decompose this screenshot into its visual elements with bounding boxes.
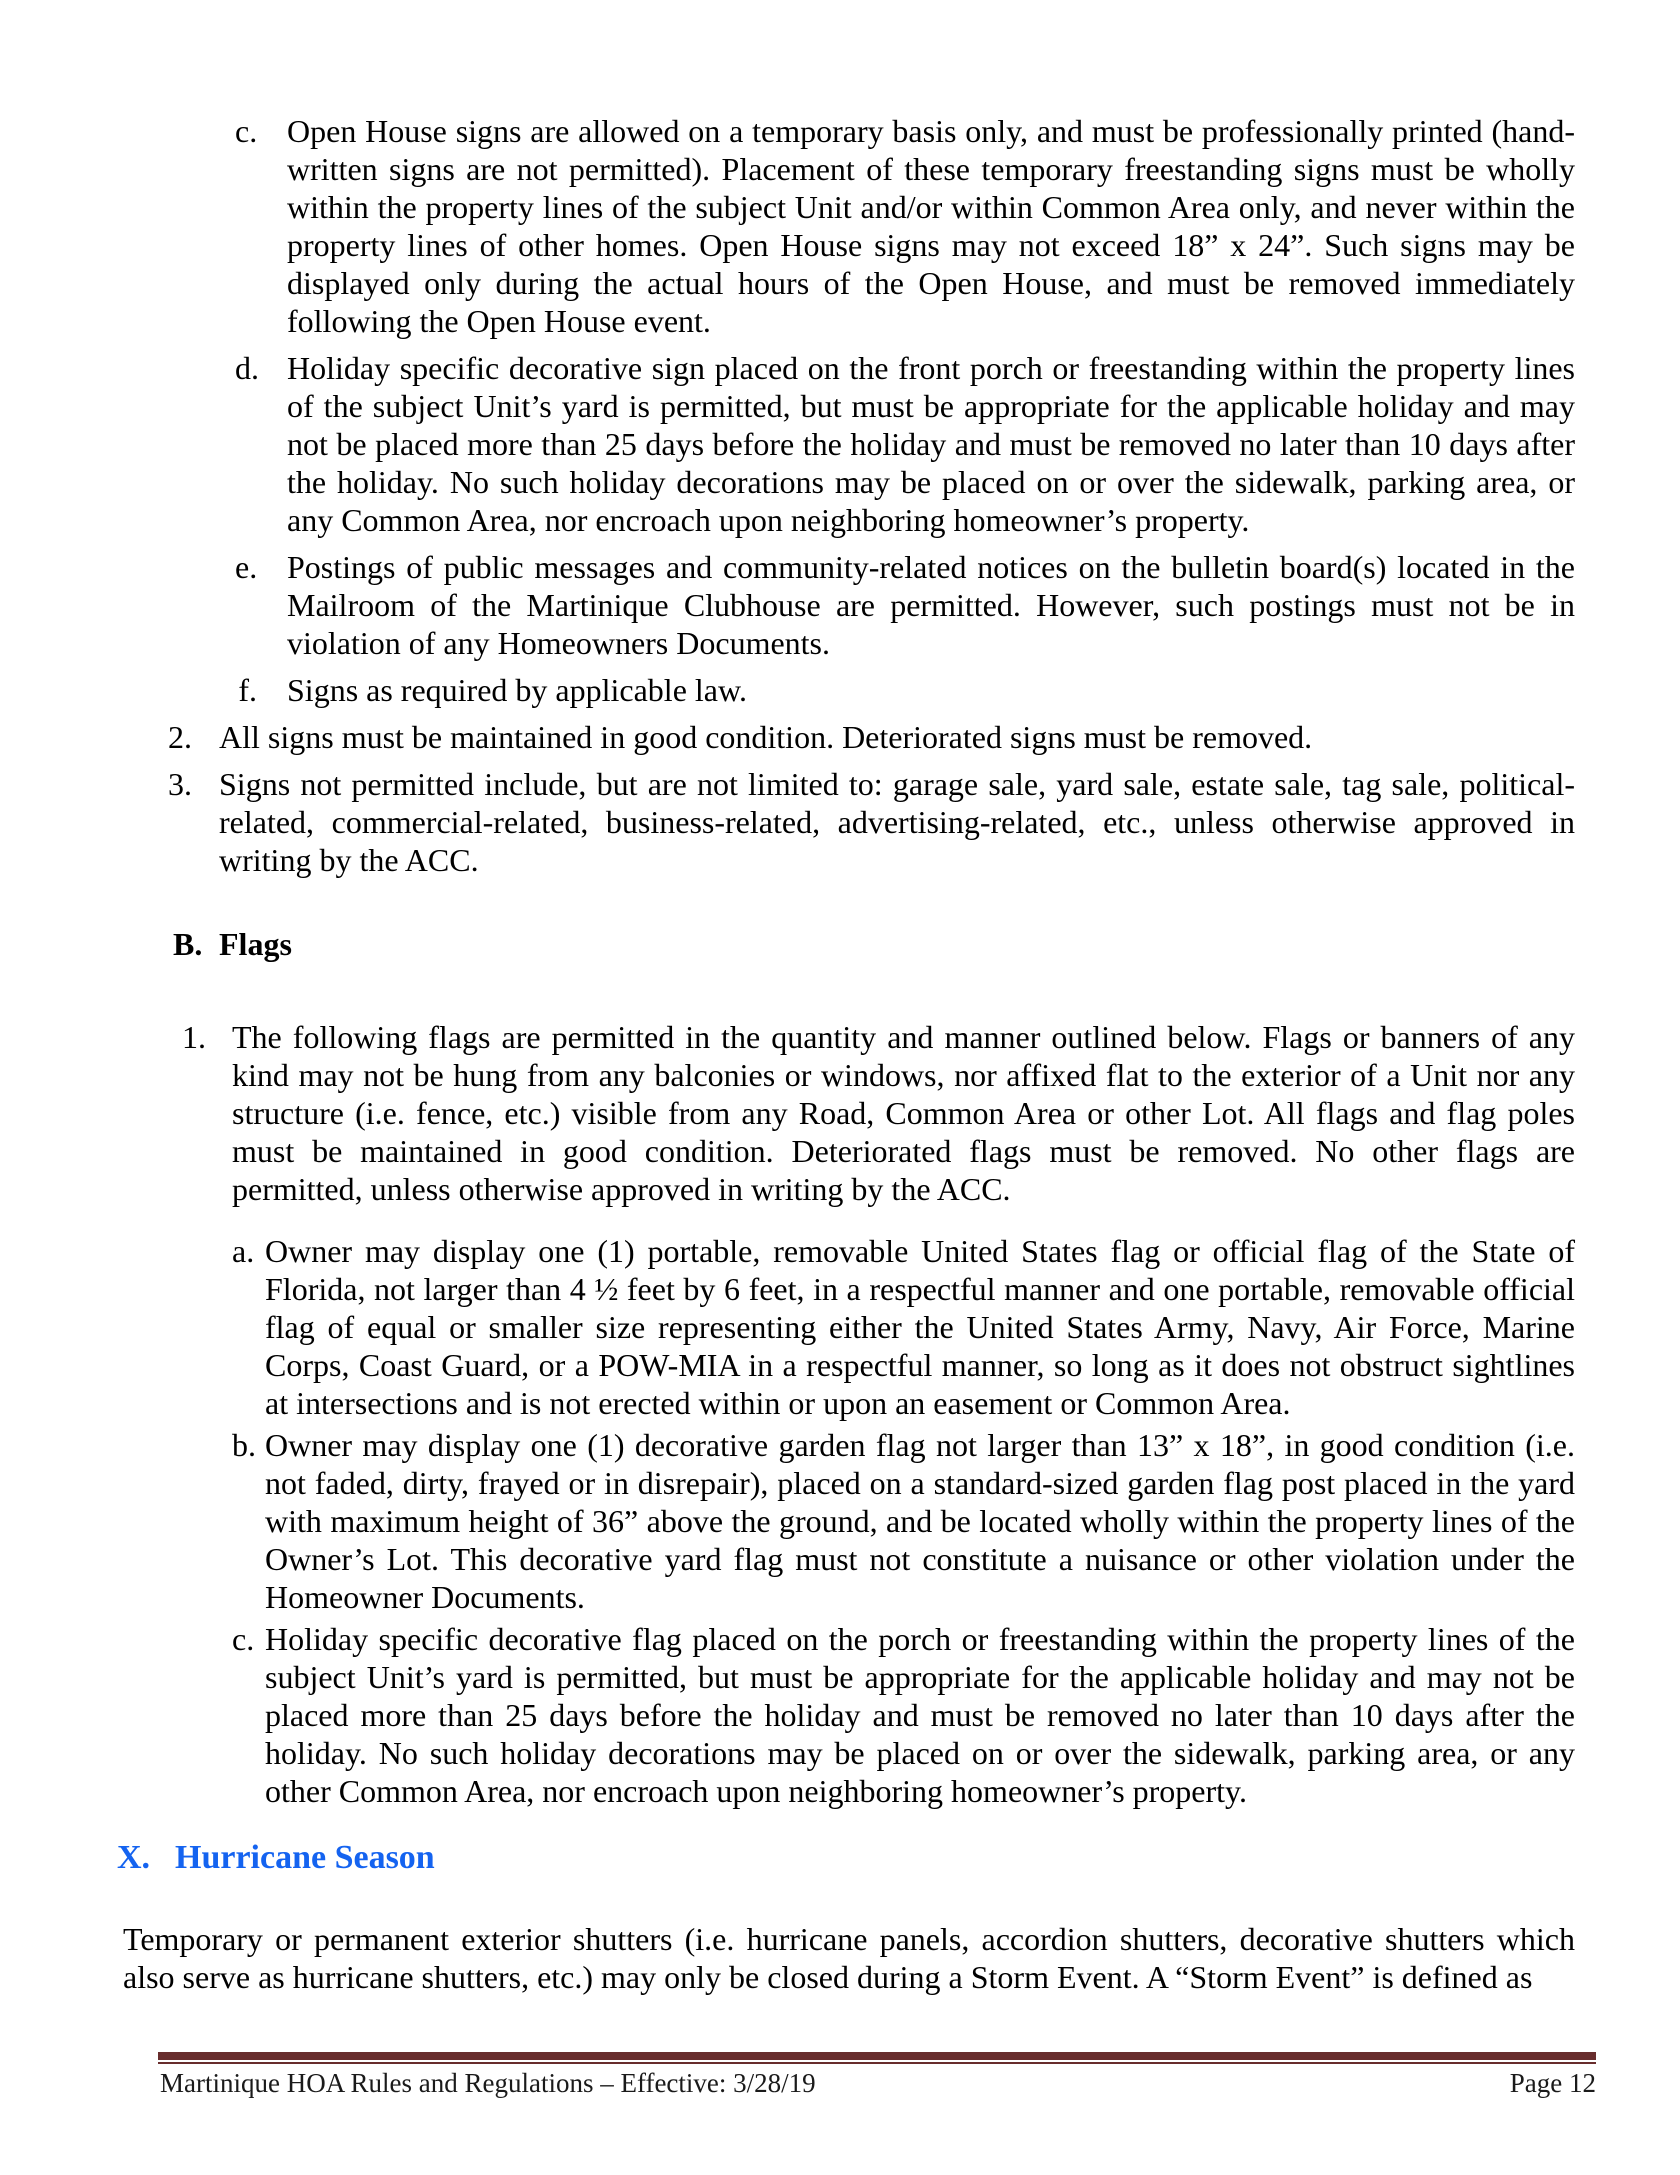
list-marker: a.: [232, 1233, 255, 1269]
list-item-text: Signs not permitted include, but are not limited to: garage sale, yard sale, estate sale, tag sale, political-related, commercial-related, business-related, advertising-related, etc., unless otherwise approved in writing by the ACC.: [219, 766, 1575, 878]
list-marker: 2.: [168, 719, 192, 755]
list-marker: c.: [235, 113, 258, 149]
section-heading-label: Flags: [219, 926, 292, 962]
section-heading-marker: B.: [173, 926, 203, 962]
list-item-signs-d: [235, 349, 1575, 539]
list-item-text: Holiday specific decorative flag placed on the porch or freestanding within the property lines of the subject Unit’s yard is permitted, but must be appropriate for the applicable holiday and may not be placed more than 25 days before the holiday and must be removed no later than 10 days after the holiday. No such holiday decorations may be placed on or over the sidewalk, parking area, or any other Common Area, nor encroach upon neighboring homeowner’s property.: [265, 1621, 1575, 1809]
signs-numbered-list: [168, 718, 1575, 879]
list-item-text: Open House signs are allowed on a temporary basis only, and must be professionally printed (hand-written signs are not permitted). Placement of these temporary freestanding signs must be wholly within the property lines of the subject Unit and/or within Common Area only, and never within the property lines of other homes. Open House signs may not exceed 18” x 24”. Such signs may be displayed only during the actual hours of the Open House, and must be removed immediately following the Open House event.: [287, 113, 1575, 339]
list-marker: c.: [232, 1621, 255, 1657]
list-item-flags-b: [232, 1426, 1575, 1616]
list-marker: d.: [235, 350, 259, 386]
footer-page-number: Page 12: [1509, 2068, 1596, 2098]
list-item-signs-e: [235, 548, 1575, 662]
list-item-flags-a: [232, 1232, 1575, 1422]
list-item-text: Owner may display one (1) portable, removable United States flag or official flag of the State of Florida, not larger than 4 ½ feet by 6 feet, in a respectful manner and one portable, removable official flag of equal or smaller size representing either the United States Army, Navy, Air Force, Marine Corps, Coast Guard, or a POW-MIA in a respectful manner, so long as it does not obstruct sightlines at intersections and is not erected within or upon an easement or Common Area.: [265, 1233, 1575, 1421]
flags-lettered-list: [232, 1232, 1575, 1810]
list-item-text: Postings of public messages and community-related notices on the bulletin board(s) located in the Mailroom of the Martinique Clubhouse are permitted. However, such postings must not be in violation of any Homeowners Documents.: [287, 549, 1575, 661]
footer-document-title: Martinique HOA Rules and Regulations – Effective: 3/28/19: [160, 2068, 816, 2098]
page-footer: [160, 2066, 1596, 2100]
list-item-text: The following flags are permitted in the quantity and manner outlined below. Flags or banners of any kind may not be hung from any balconies or windows, nor affixed flat to the exterior of a Unit nor any structure (i.e. fence, etc.) visible from any Road, Common Area or other Lot. All flags and flag poles must be maintained in good condition. Deteriorated flags must be removed. No other flags are permitted, unless otherwise approved in writing by the ACC.: [232, 1019, 1575, 1207]
list-item-signs-2: [168, 718, 1575, 756]
footer-divider-bar: [158, 2052, 1596, 2060]
hurricane-paragraph: Temporary or permanent exterior shutters (i.e. hurricane panels, accordion shutters, decorative shutters which also serve as hurricane shutters, etc.) may only be closed during a Storm Event. A “Storm Event” is defined as: [123, 1921, 1575, 1995]
section-heading-marker: X.: [117, 1839, 151, 1876]
signs-lettered-list: [235, 112, 1575, 709]
flags-numbered-list: [182, 1018, 1575, 1208]
flags-section-heading: [173, 924, 1575, 964]
list-marker: f.: [238, 672, 257, 708]
list-marker: 1.: [182, 1019, 206, 1055]
list-item-signs-c: [235, 112, 1575, 340]
section-heading-label: Hurricane Season: [175, 1839, 435, 1876]
list-item-flags-c: [232, 1620, 1575, 1810]
list-item-signs-f: [235, 671, 1575, 709]
list-item-text: Owner may display one (1) decorative garden flag not larger than 13” x 18”, in good condition (i.e. not faded, dirty, frayed or in disrepair), placed on a standard-sized garden flag post placed in the yard with maximum height of 36” above the ground, and be located wholly within the property lines of the Owner’s Lot. This decorative yard flag must not constitute a nuisance or other violation under the Homeowner Documents.: [265, 1427, 1575, 1615]
list-marker: b.: [232, 1427, 256, 1463]
hurricane-section-heading: [117, 1836, 1575, 1880]
list-item-text: Holiday specific decorative sign placed on the front porch or freestanding within the property lines of the subject Unit’s yard is permitted, but must be appropriate for the applicable holiday and may not be placed more than 25 days before the holiday and must be removed no later than 10 days after the holiday. No such holiday decorations may be placed on or over the sidewalk, parking area, or any Common Area, nor encroach upon neighboring homeowner’s property.: [287, 350, 1575, 538]
footer-divider-rule: [158, 2062, 1596, 2064]
list-item-text: All signs must be maintained in good condition. Deteriorated signs must be removed.: [219, 719, 1313, 755]
list-item-signs-3: [168, 765, 1575, 879]
list-marker: e.: [235, 549, 258, 585]
list-item-flags-1: [182, 1018, 1575, 1208]
list-marker: 3.: [168, 766, 192, 802]
list-item-text: Signs as required by applicable law.: [287, 672, 748, 708]
